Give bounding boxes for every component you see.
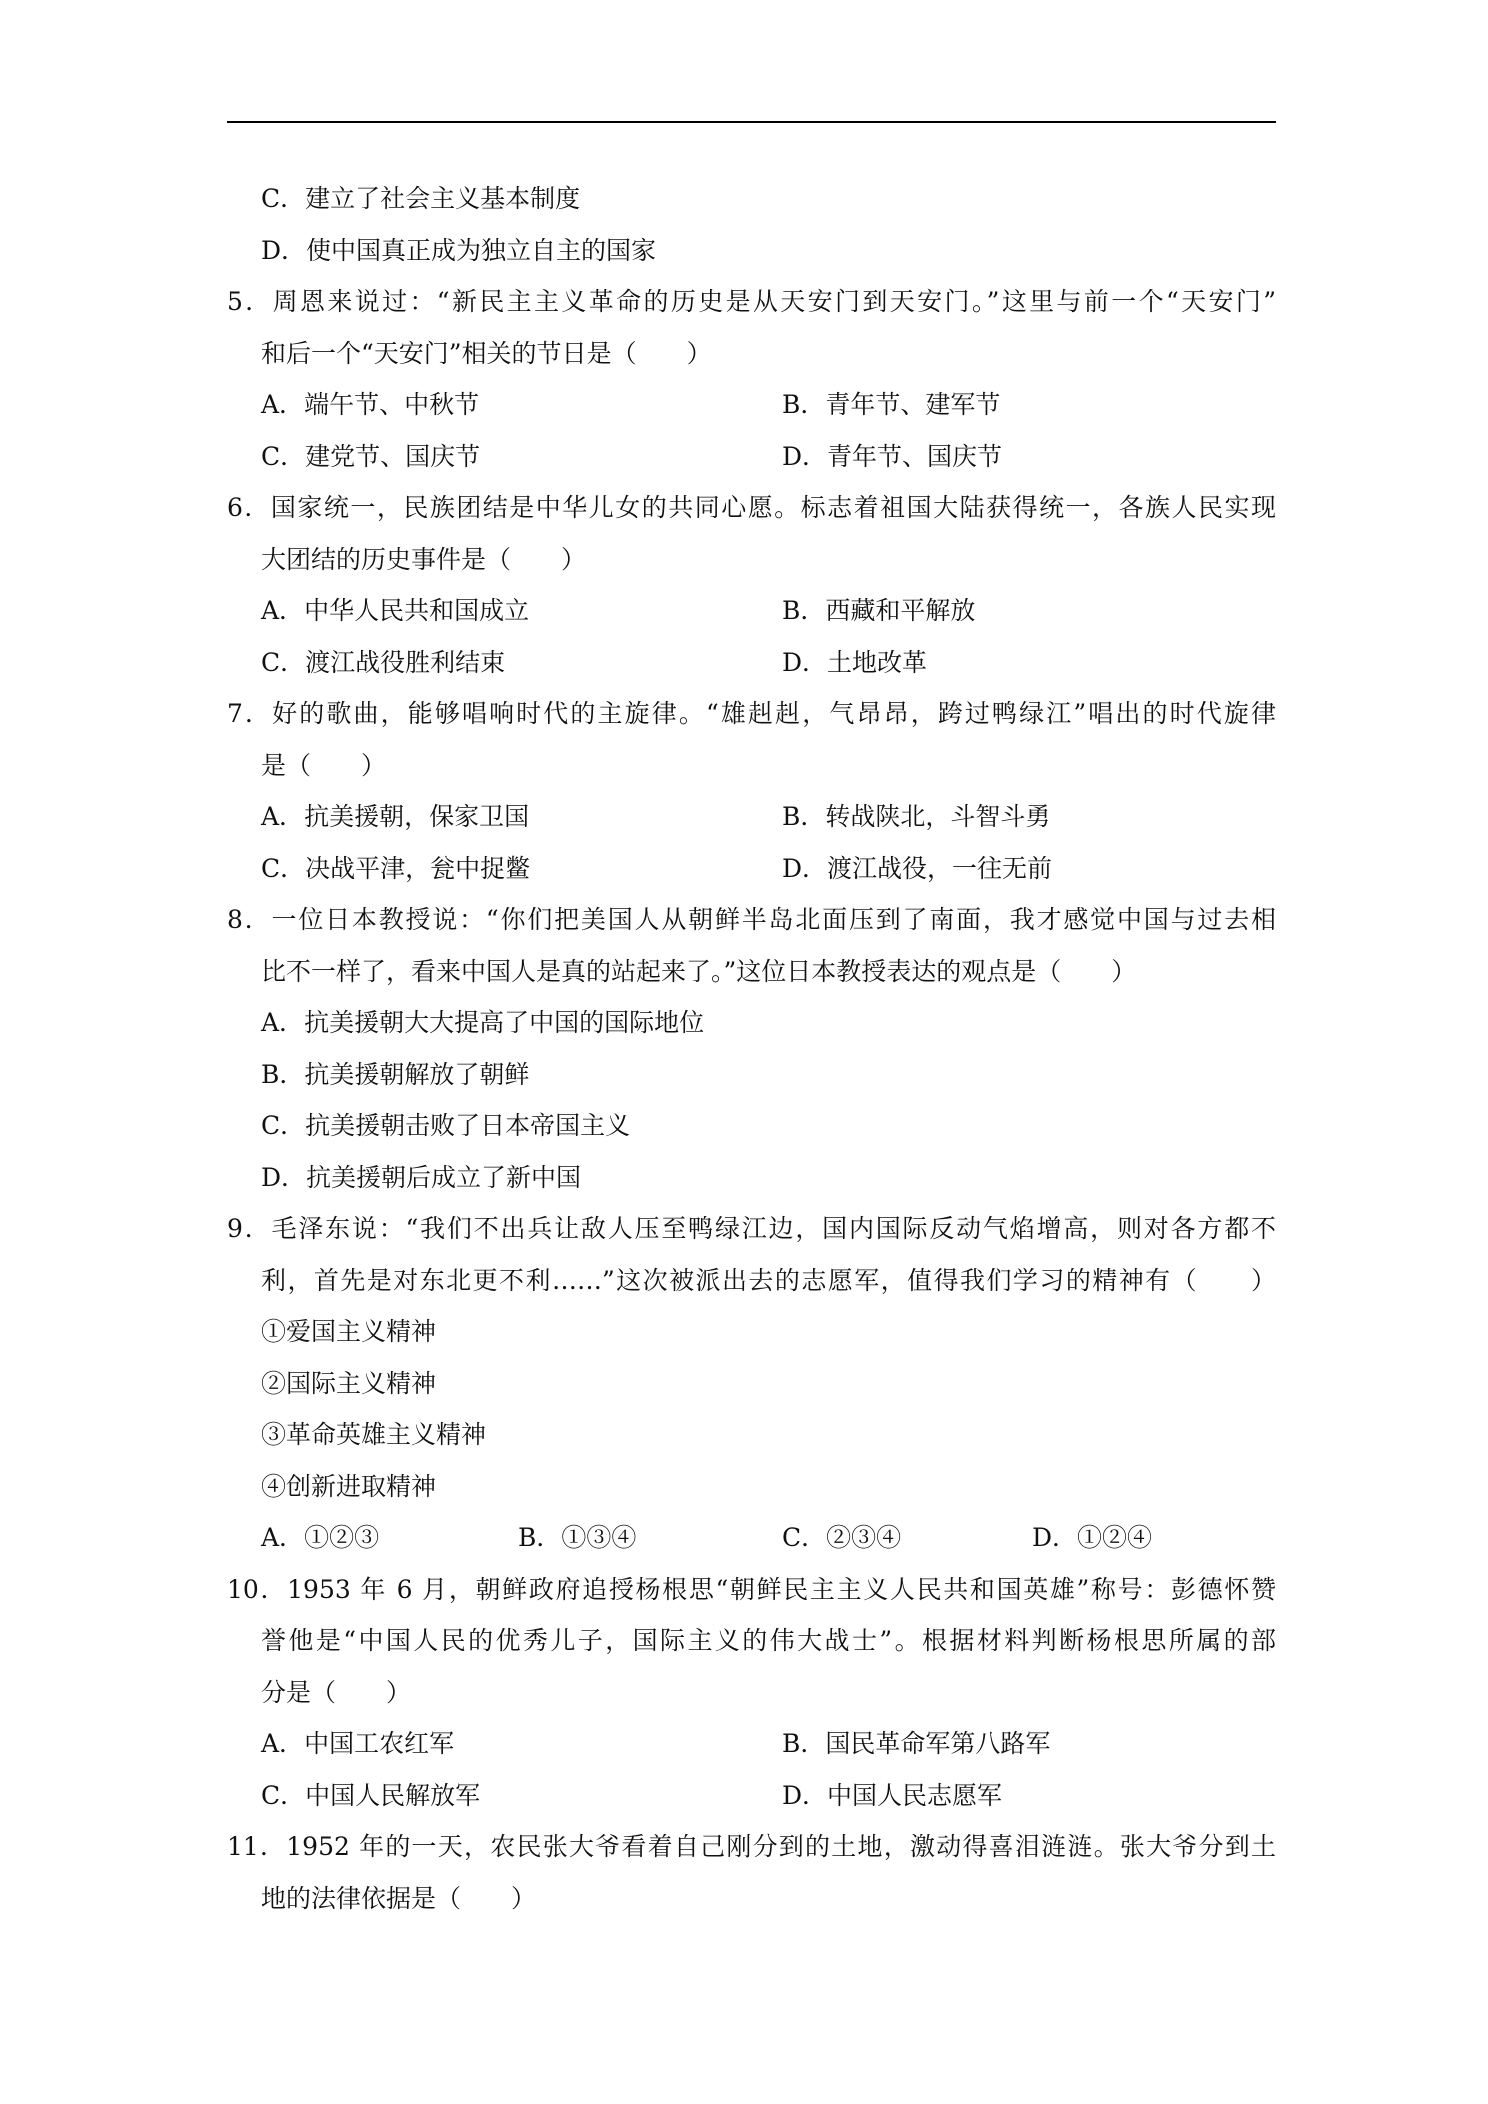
option-text: 青年节、建军节: [825, 390, 1001, 419]
option-c: [261, 431, 480, 483]
option-text: 转战陕北，斗智斗勇: [825, 802, 1051, 831]
question-5-options-cd: [227, 431, 1276, 483]
question-11-stem-line-2: [261, 1873, 1276, 1925]
question-text: 地的法律依据是（ ）: [261, 1883, 537, 1913]
option-text: ①③④: [561, 1523, 637, 1552]
question-text: 比不一样了，看来中国人是真的站起来了。”这位日本教授表达的观点是（ ）: [261, 956, 1137, 986]
option-label: D．: [782, 853, 828, 883]
option-label: D．: [782, 1780, 828, 1810]
question-10-options-ab: [227, 1718, 1276, 1770]
question-number: 11．: [227, 1832, 287, 1861]
option-b: [261, 1049, 529, 1101]
option-b: [782, 379, 1000, 431]
option-b: [782, 1718, 1050, 1770]
option-d: [782, 431, 1002, 483]
option-label: B．: [261, 1059, 305, 1089]
option-text: 端午节、中秋节: [304, 390, 480, 419]
option-d: [782, 843, 1052, 895]
option-text: 中国人民志愿军: [827, 1780, 1003, 1810]
question-text: 1952 年的一天，农民张大爷看着自己刚分到的土地，激动得喜泪涟涟。张大爷分到土: [286, 1832, 1276, 1861]
option-a: [261, 791, 529, 843]
question-9-statement-4: [261, 1461, 1276, 1513]
option-label: A．: [261, 390, 305, 419]
question-8-option-a: [227, 997, 1276, 1049]
option-c: [261, 637, 505, 689]
option-d: [1032, 1512, 1152, 1564]
option-text: 土地改革: [827, 647, 928, 677]
option-text: 抗美援朝后成立了新中国: [306, 1162, 582, 1192]
question-8-stem-line-2: [261, 946, 1276, 998]
option-c: [261, 843, 530, 895]
question-11-stem-line-1: [227, 1821, 1276, 1873]
question-number: 6．: [227, 493, 271, 522]
option-c: [261, 1770, 480, 1822]
option-label: C．: [261, 441, 306, 471]
question-text: 国家统一，民族团结是中华儿女的共同心愿。标志着祖国大陆获得统一，各族人民实现: [270, 493, 1276, 522]
option-label: D．: [261, 235, 307, 265]
question-6-options-cd: [227, 637, 1276, 689]
option-label: C．: [261, 1111, 306, 1140]
option-d: [261, 1152, 581, 1204]
question-text: 分是（ ）: [261, 1677, 412, 1707]
question-10-stem-line-2: [261, 1615, 1276, 1667]
question-9-statement-1: [261, 1306, 1276, 1358]
question-number: 8．: [227, 905, 272, 934]
question-5-options-ab: [227, 379, 1276, 431]
question-number: 7．: [227, 699, 273, 728]
previous-option-d: [227, 225, 1276, 277]
option-text: 抗美援朝大大提高了中国的国际地位: [304, 1008, 705, 1037]
question-5-stem-line-2: [261, 328, 1276, 380]
option-text: 中国人民解放军: [305, 1780, 481, 1810]
option-label: C．: [261, 853, 306, 883]
question-9-stem-line-1: [227, 1203, 1276, 1255]
option-label: C．: [261, 647, 306, 677]
question-6-stem-line-1: [227, 482, 1276, 534]
statement-text: ④创新进取精神: [261, 1471, 437, 1501]
option-text: 中华人民共和国成立: [304, 596, 530, 625]
option-label: A．: [261, 596, 305, 625]
option-text: 决战平津，瓮中捉鳖: [305, 853, 531, 883]
question-text: 1953 年 6 月，朝鲜政府追授杨根思“朝鲜民主主义人民共和国英雄”称号：彭德怀赞: [287, 1574, 1276, 1604]
question-5-stem-line-1: [227, 276, 1276, 328]
option-label: B．: [782, 596, 826, 625]
question-8-option-c: [227, 1100, 1276, 1152]
question-7-options-ab: [227, 791, 1276, 843]
question-9-statement-2: [261, 1358, 1276, 1410]
statement-text: ①爱国主义精神: [261, 1317, 437, 1346]
question-6-options-ab: [227, 585, 1276, 637]
question-text: 一位日本教授说：“你们把美国人从朝鲜半岛北面压到了南面，我才感觉中国与过去相: [271, 905, 1276, 934]
question-text: 毛泽东说：“我们不出兵让敌人压至鸭绿江边，国内国际反动气焰增高，则对各方都不: [271, 1214, 1276, 1243]
statement-text: ②国际主义精神: [261, 1368, 437, 1398]
statement-text: ③革命英雄主义精神: [261, 1420, 487, 1449]
option-label: D．: [782, 441, 828, 471]
header-rule: [227, 121, 1276, 123]
option-a: [261, 997, 704, 1049]
option-b: [782, 791, 1050, 843]
option-text: 使中国真正成为独立自主的国家: [306, 235, 657, 265]
option-text: 建立了社会主义基本制度: [305, 184, 581, 213]
option-label: D．: [1032, 1523, 1078, 1552]
option-text: ①②④: [1077, 1523, 1153, 1552]
option-a: [261, 379, 479, 431]
question-9-options: [227, 1512, 1276, 1564]
question-9-statement-3: [261, 1409, 1276, 1461]
option-text: 抗美援朝击败了日本帝国主义: [305, 1111, 631, 1140]
option-label: B．: [518, 1523, 562, 1552]
option-text: 西藏和平解放: [825, 596, 976, 625]
option-text: 抗美援朝解放了朝鲜: [304, 1059, 530, 1089]
option-label: A．: [261, 1523, 305, 1552]
question-8-option-d: [227, 1152, 1276, 1204]
option-label: A．: [261, 1729, 305, 1758]
option-b: [782, 585, 975, 637]
question-text: 是（ ）: [261, 750, 387, 780]
question-number: 10．: [227, 1574, 288, 1604]
option: [261, 173, 580, 225]
option-c: [261, 1100, 630, 1152]
option-a: [261, 585, 529, 637]
option-label: D．: [782, 647, 828, 677]
option-text: 中国工农红军: [304, 1729, 455, 1758]
option-label: C．: [261, 184, 306, 213]
option-label: B．: [782, 390, 826, 419]
option-label: C．: [261, 1780, 306, 1810]
option-text: 青年节、国庆节: [827, 441, 1003, 471]
option-label: C．: [782, 1523, 827, 1552]
question-number: 5．: [227, 287, 273, 316]
question-10-stem-line-3: [261, 1667, 1276, 1719]
question-7-stem-line-2: [261, 740, 1276, 792]
option-a: [261, 1512, 379, 1564]
option-d: [782, 1770, 1002, 1822]
question-text: 周恩来说过：“新民主主义革命的历史是从天安门到天安门。”这里与前一个“天安门”: [272, 287, 1276, 316]
option-label: B．: [782, 1729, 826, 1758]
option-label: D．: [261, 1162, 307, 1192]
question-6-stem-line-2: [261, 534, 1276, 586]
question-text: 和后一个“天安门”相关的节日是（ ）: [261, 338, 712, 368]
previous-option-c: [227, 173, 1276, 225]
question-number: 9．: [227, 1214, 272, 1243]
option-d: [782, 637, 927, 689]
question-9-stem-line-2: [261, 1255, 1276, 1307]
question-text: 誉他是“中国人民的优秀儿子，国际主义的伟大战士”。根据材料判断杨根思所属的部: [261, 1626, 1276, 1655]
question-text: 利，首先是对东北更不利……”这次被派出去的志愿军，值得我们学习的精神有（ ）: [261, 1265, 1276, 1295]
question-text: 大团结的历史事件是（ ）: [261, 544, 587, 574]
question-7-stem-line-1: [227, 688, 1276, 740]
option-c: [782, 1512, 901, 1564]
option-text: 渡江战役胜利结束: [305, 647, 506, 677]
option-text: 国民革命军第八路军: [825, 1729, 1051, 1758]
option-b: [518, 1512, 636, 1564]
option-label: B．: [782, 802, 826, 831]
question-8-stem-line-1: [227, 894, 1276, 946]
question-text: 好的歌曲，能够唱响时代的主旋律。“雄赳赳，气昂昂，跨过鸭绿江”唱出的时代旋律: [272, 699, 1276, 728]
option-text: 建党节、国庆节: [305, 441, 481, 471]
question-8-option-b: [227, 1049, 1276, 1101]
option-label: A．: [261, 802, 305, 831]
option-a: [261, 1718, 454, 1770]
page-body: [227, 173, 1276, 1924]
question-7-options-cd: [227, 843, 1276, 895]
question-10-options-cd: [227, 1770, 1276, 1822]
option-text: 抗美援朝，保家卫国: [304, 802, 530, 831]
option-text: ②③④: [826, 1523, 902, 1552]
option-text: 渡江战役，一往无前: [827, 853, 1053, 883]
option-text: ①②③: [304, 1523, 380, 1552]
question-10-stem-line-1: [227, 1564, 1276, 1616]
option-label: A．: [261, 1008, 305, 1037]
option: [261, 225, 656, 277]
